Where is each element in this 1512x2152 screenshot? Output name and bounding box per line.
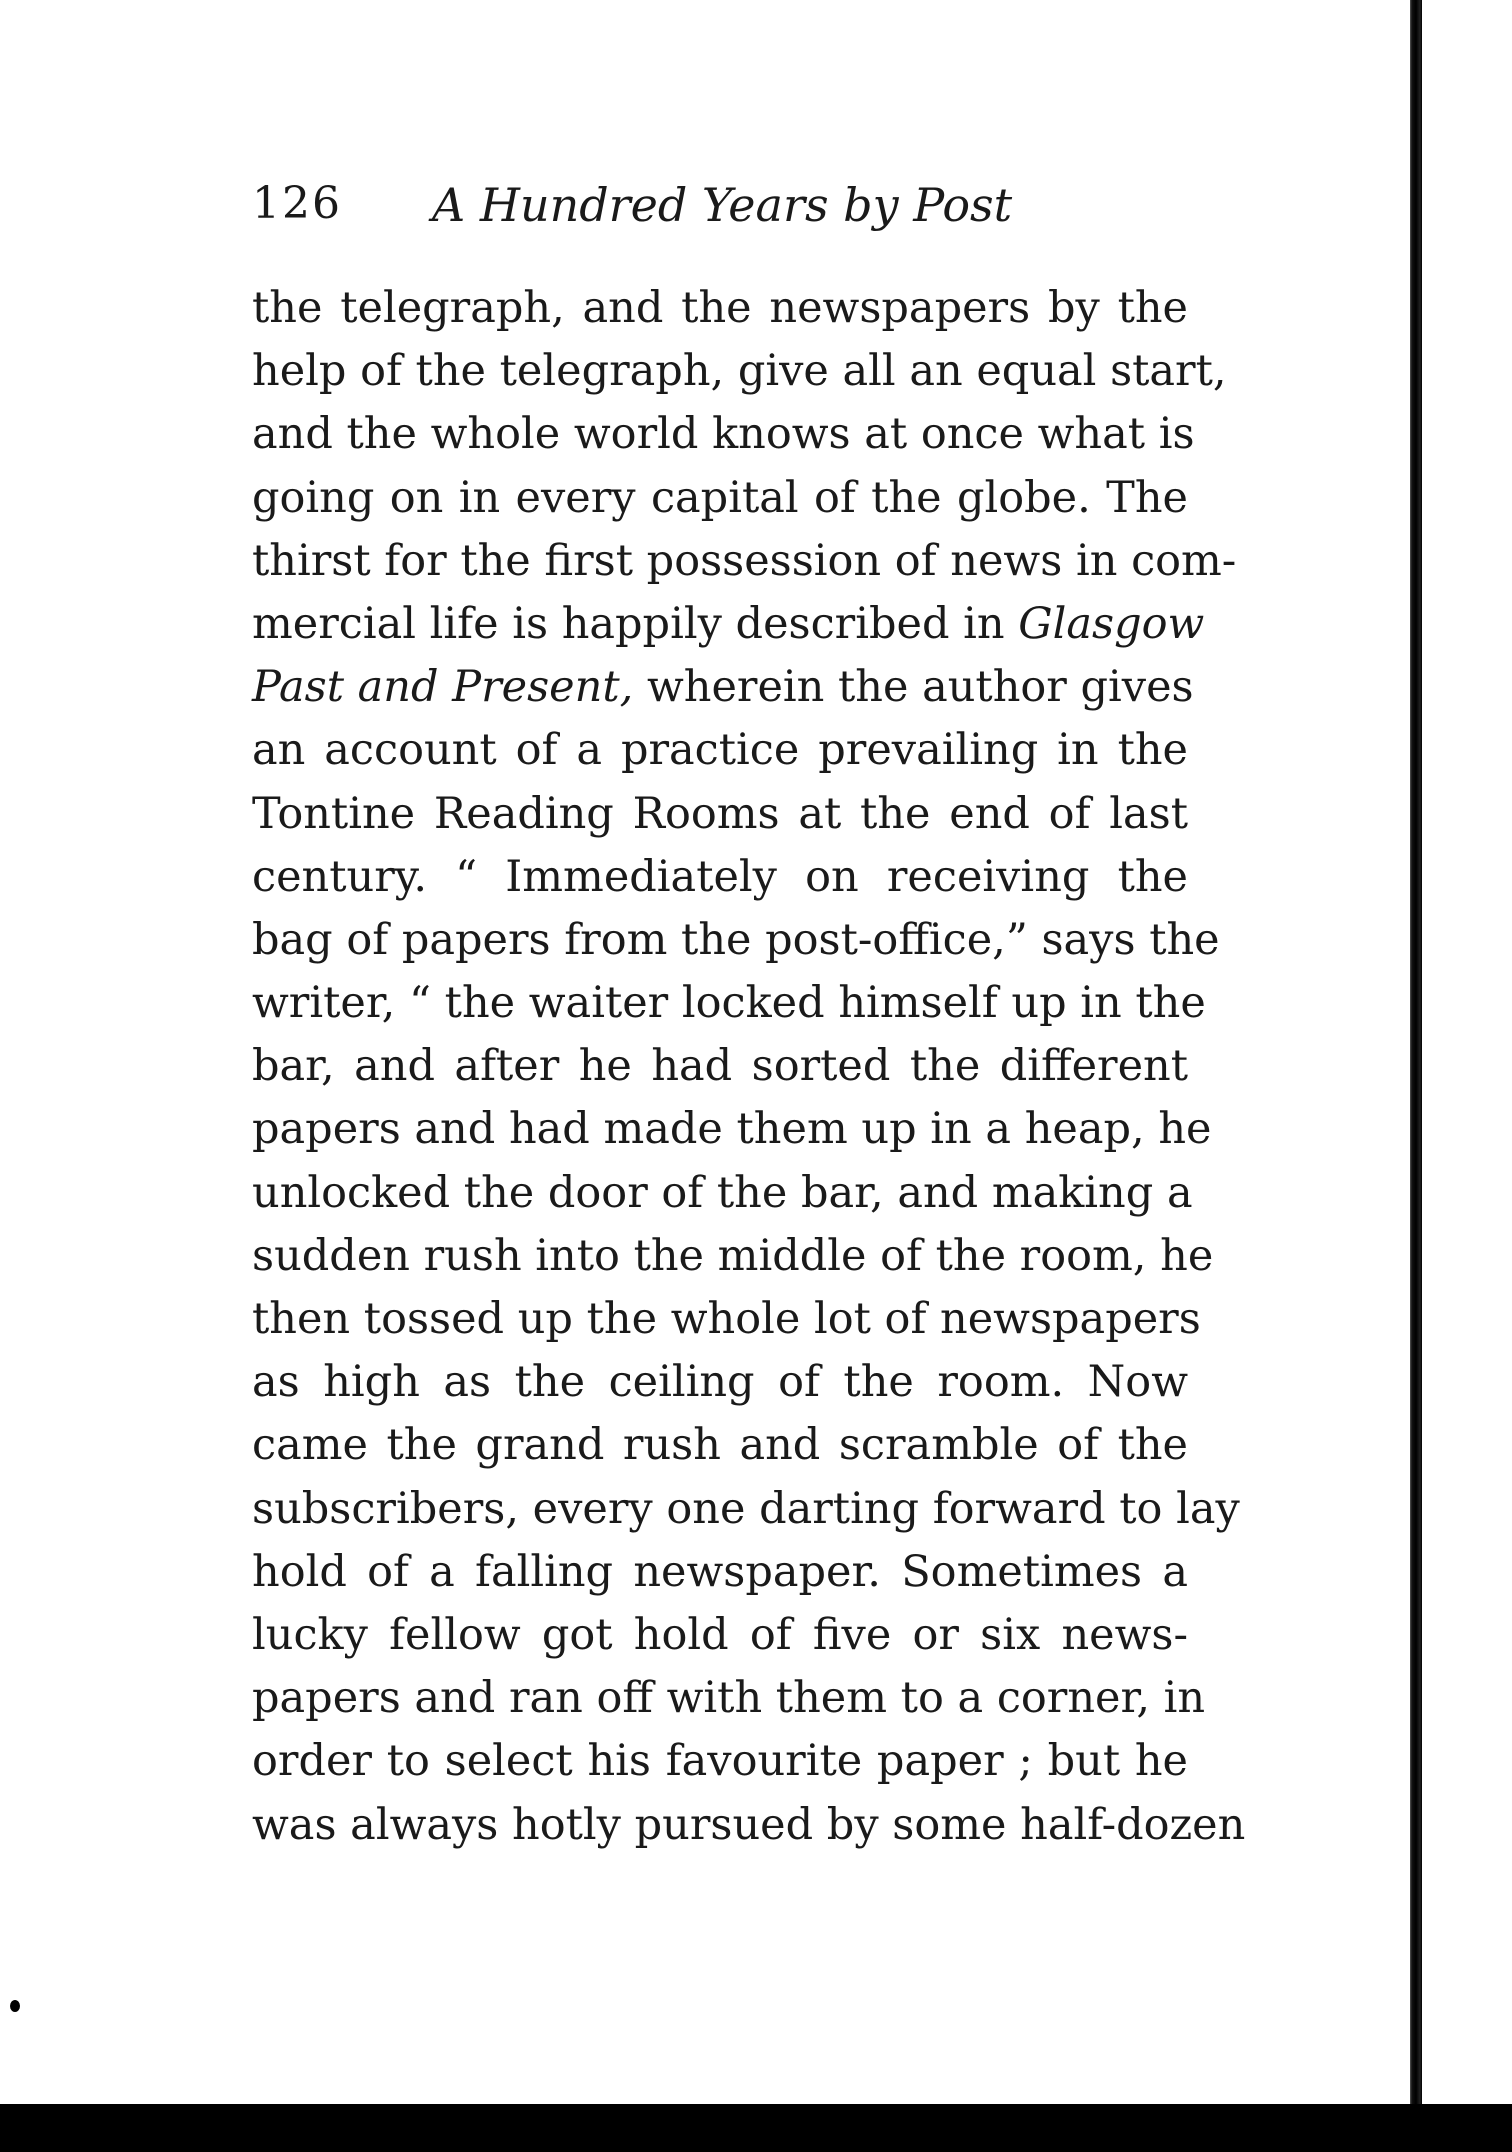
text-line [252,1414,1188,1477]
text-run: order to select his favourite paper ; but he [252,1736,1188,1787]
text-line [252,1288,1201,1351]
text-line [252,340,1227,403]
text-line [252,1162,1193,1225]
text-line [252,277,1188,340]
text-run: hold of a falling newspaper. Sometimes a [252,1546,1188,1597]
text-run: going on in every capital of the globe. The [252,472,1188,523]
text-line [252,972,1206,1035]
italic-text: Past and Present, [252,662,634,713]
text-line [252,656,1194,719]
text-run: as high as the ceiling of the room. Now [252,1357,1188,1408]
scan-margin [1422,0,1512,2152]
text-run: and the whole world knows at once what is [252,409,1195,460]
text-run: bag of papers from the post-office,” says the [252,914,1220,965]
text-run: wherein the author gives [633,662,1194,713]
text-line [252,593,1205,656]
text-line [252,783,1188,846]
text-run: was always hotly pursued by some half-dozen [252,1799,1246,1850]
text-line [252,1098,1212,1161]
running-head [252,178,1012,238]
running-title: A Hundred Years by Post [432,178,1013,232]
text-line [252,1667,1206,1730]
page-edge-shadow [1410,0,1422,2152]
italic-text: Glasgow [1018,598,1205,649]
text-run: bar, and after he had sorted the different [252,1041,1188,1092]
text-line [252,1351,1188,1414]
text-line [252,846,1188,909]
text-line [252,1225,1214,1288]
text-run: sudden rush into the middle of the room, he [252,1230,1214,1281]
scan-speck [10,2000,20,2012]
text-run: writer, “ the waiter locked himself up in the [252,978,1206,1029]
text-line [252,719,1188,782]
text-run: mercial life is happily described in [252,598,1019,649]
text-line [252,909,1220,972]
text-run: unlocked the door of the bar, and making a [252,1167,1193,1218]
text-run: help of the telegraph, give all an equal start, [252,346,1227,397]
text-run: subscribers, every one darting forward to lay [252,1483,1240,1534]
text-line [252,1730,1188,1793]
text-run: then tossed up the whole lot of newspapers [252,1294,1201,1344]
text-run: century. “ Immediately on receiving the [252,851,1188,902]
text-line [252,1604,1188,1667]
body-text [252,277,1246,1857]
scan-bottom-border [0,2104,1512,2152]
text-run: lucky fellow got hold of five or six news- [252,1609,1188,1660]
text-run: an account of a practice prevailing in the [252,725,1188,776]
text-line [252,530,1237,593]
text-run: papers and ran off with them to a corner, in [252,1673,1206,1724]
text-line [252,467,1188,530]
text-line [252,1541,1188,1604]
page-number: 126 [252,178,342,229]
text-line [252,1478,1240,1541]
text-run: Tontine Reading Rooms at the end of last [252,788,1188,839]
text-line [252,1794,1246,1857]
text-line [252,403,1195,466]
text-line [252,1035,1188,1098]
text-run: the telegraph, and the newspapers by the [252,283,1188,333]
text-run: came the grand rush and scramble of the [252,1420,1188,1471]
text-run: papers and had made them up in a heap, he [252,1104,1212,1155]
text-run: thirst for the first possession of news in com- [252,535,1237,586]
